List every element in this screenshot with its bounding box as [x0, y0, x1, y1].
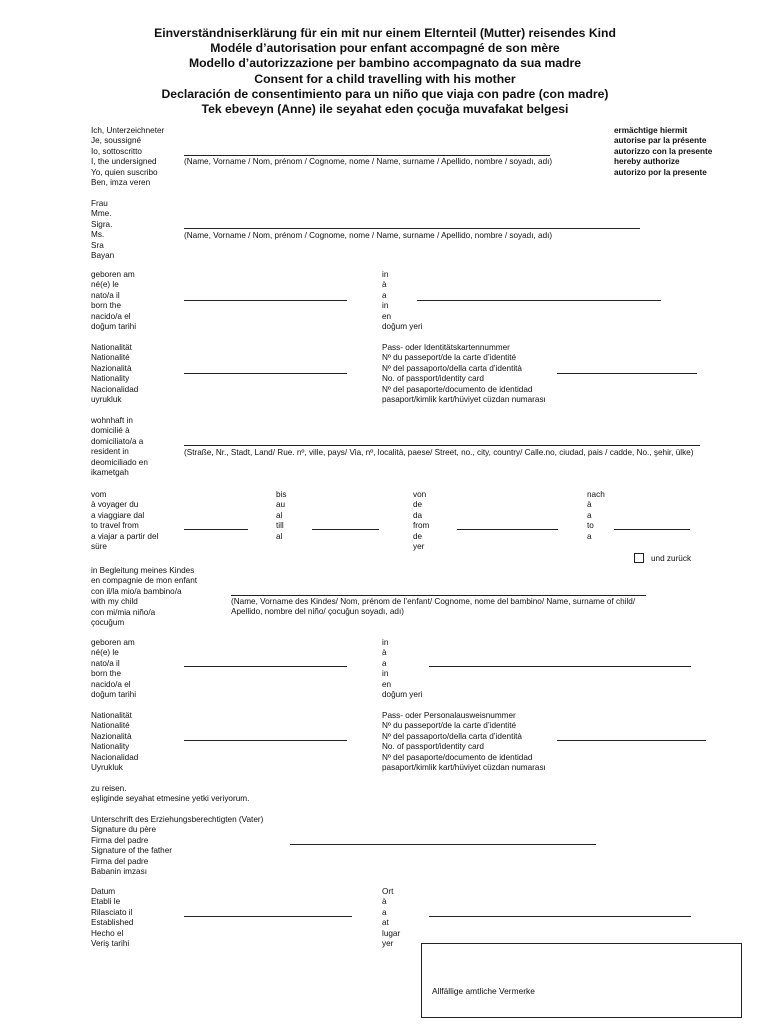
mother-name-field[interactable] [184, 228, 640, 229]
label: at [382, 918, 389, 928]
label: doğum tarihi [91, 321, 137, 331]
label: deomiciliado en [91, 457, 148, 467]
label: pasaport/kimlik kart/hüviyet cüzdan numarası [382, 394, 546, 404]
form-title [0, 26, 770, 117]
label: a [382, 658, 387, 668]
label: Nº del pasaporte/documento de identidad [382, 752, 533, 762]
signature-field[interactable] [290, 844, 596, 845]
travel-to-place-field[interactable] [614, 529, 690, 530]
label: Nationalität [91, 343, 132, 352]
child-hint [231, 597, 635, 618]
label: Firma del padre [91, 835, 149, 845]
label: a viajar a partir del [91, 531, 159, 541]
residence-field[interactable] [184, 445, 700, 446]
label: from [413, 521, 430, 531]
label: nato/a il [91, 658, 120, 668]
label: Nationalité [91, 353, 130, 363]
closing-line: eşliginde seyahat etmesine yetki veriyorum. [91, 794, 250, 804]
label: Nacionalidad [91, 752, 139, 762]
travel-to-date-labels [276, 490, 286, 542]
label: vom [91, 490, 107, 499]
title-en: Consent for a child travelling with his mother [254, 71, 516, 86]
label: en [382, 311, 392, 321]
label: Yo, quien suscribo [91, 167, 158, 177]
official-remarks-box[interactable] [421, 943, 742, 1018]
label: Unterschrift des Erziehungsberechtigten (Vater) [91, 815, 264, 824]
mother-hint: (Name, Vorname / Nom, prénom / Cognome, nome / Name, surname / Apellido, nombre / soyadı, adı) [184, 231, 553, 240]
label: Mme. [91, 209, 112, 219]
label: geboren am [91, 638, 135, 647]
label: autorizo por la presente [614, 167, 707, 177]
label: à [382, 648, 387, 658]
label: à [587, 500, 592, 510]
label: domicilié à [91, 426, 130, 436]
label: al [276, 531, 283, 541]
child-birthplace-field[interactable] [429, 666, 691, 667]
label: à [382, 897, 387, 907]
label: né(e) le [91, 648, 119, 658]
label: a [587, 531, 592, 541]
label: Babanin imzası [91, 866, 147, 876]
label: né(e) le [91, 280, 119, 290]
label: Established [91, 918, 134, 928]
label: uyrukluk [91, 394, 122, 404]
label: doğum tarihi [91, 689, 137, 699]
label: bis [276, 490, 287, 499]
label: till [276, 521, 284, 531]
label: Nazionalità [91, 731, 132, 741]
label: Pass- oder Personalausweisnummer [382, 711, 516, 720]
closing-line: zu reisen. [91, 784, 127, 793]
label: nach [587, 490, 605, 499]
nat2-labels [91, 711, 138, 773]
label: ermächtige hiermit [614, 126, 688, 135]
label: yer [413, 541, 425, 551]
hint-line: (Name, Vorname des Kindes/ Nom, prénom de l’enfant/ Cognome, nome del bambino/ Name, surname of child/ [231, 597, 636, 606]
label: Nº del pasaporte/documento de identidad [382, 384, 533, 394]
label: de [413, 531, 423, 541]
label: in [382, 638, 389, 647]
label: Datum [91, 887, 116, 896]
travel-from-place-labels [413, 490, 429, 552]
travel-from-date-labels [91, 490, 158, 552]
mother-nationality-field[interactable] [184, 373, 347, 374]
label: en [382, 679, 392, 689]
label: with my child [91, 597, 138, 607]
travel-from-date-field[interactable] [184, 529, 248, 530]
child-birthdate-field[interactable] [184, 666, 347, 667]
return-label: und zurück [651, 554, 692, 563]
label: to travel from [91, 521, 139, 531]
mother-birthdate-field[interactable] [184, 300, 347, 301]
label: Signature du père [91, 825, 157, 835]
label: al [276, 510, 283, 520]
travel-from-place-field[interactable] [457, 529, 558, 530]
label: geboren am [91, 270, 135, 279]
label: in Begleitung meines Kindes [91, 566, 195, 575]
label: Nationalität [91, 711, 132, 720]
born2-place-labels [382, 638, 423, 700]
label: Firma del padre [91, 856, 149, 866]
label: Uyrukluk [91, 762, 123, 772]
label: a [382, 290, 387, 300]
label: to [587, 521, 594, 531]
label: Bayan [91, 250, 115, 260]
label: da [413, 510, 423, 520]
label: No. of passport/identity card [382, 742, 484, 752]
label: in [382, 301, 389, 311]
child-passport-field[interactable] [557, 740, 706, 741]
born2-labels [91, 638, 136, 700]
label: Nazionalità [91, 363, 132, 373]
label: Nº du passeport/de la carte d’identité [382, 353, 517, 363]
label: born the [91, 301, 122, 311]
nat1-passport-labels [382, 343, 546, 405]
label: a [382, 907, 387, 917]
closing-text [91, 784, 249, 805]
label: in [382, 270, 389, 279]
label: en compagnie de mon enfant [91, 576, 198, 586]
label: Je, soussigné [91, 136, 142, 146]
nat2-passport-labels [382, 711, 546, 773]
signature-labels [91, 815, 263, 877]
label: Veriş tarihi [91, 938, 130, 948]
born1-labels [91, 270, 136, 332]
label: Sra [91, 240, 104, 250]
label: pasaport/kimlik kart/hüviyet cüzdan numarası [382, 762, 546, 772]
label: Ben, imza veren [91, 177, 151, 187]
title-fr: Modéle d’autorisation pour enfant accompagné de son mère [210, 41, 560, 56]
mother-labels [91, 199, 114, 261]
issued-place-labels [382, 887, 400, 949]
label: lugar [382, 928, 401, 938]
label: con il/la mio/a bambino/a [91, 586, 182, 596]
label: in [382, 669, 389, 679]
hint-line: Apellido, nombre del niño/ çocuğun soyadı, adı) [231, 607, 404, 617]
nat1-labels [91, 343, 138, 405]
label: a viaggiare dal [91, 510, 145, 520]
label: Nacionalidad [91, 384, 139, 394]
label: Nº del passaporto/della carta d’identità [382, 731, 522, 741]
label: Nationalité [91, 721, 130, 731]
title-it: Modello d’autorizzazione per bambino accompagnato da sua madre [188, 56, 582, 71]
undersigned-name-field[interactable] [184, 155, 550, 156]
label: doğum yeri [382, 689, 423, 699]
label: Nationality [91, 374, 130, 384]
label: born the [91, 669, 122, 679]
travel-to-date-field[interactable] [312, 529, 379, 530]
label: Sigra. [91, 219, 113, 229]
label: süre [91, 541, 107, 551]
label: a [587, 510, 592, 520]
label: Io, sottoscritto [91, 146, 142, 156]
issued-date-labels [91, 887, 133, 949]
travel-to-place-labels [587, 490, 605, 542]
title-es: Declaración de consentimiento para un niño que viaja con padre (con madre) [161, 86, 609, 101]
label: autorizzo con la presente [614, 146, 713, 156]
label: Signature of the father [91, 846, 173, 856]
authorize-labels [614, 126, 712, 178]
label: Hecho el [91, 928, 124, 938]
label: domiciliato/a a [91, 436, 144, 446]
label: ikametgah [91, 467, 129, 477]
undersigned-labels [91, 126, 164, 188]
label: von [413, 490, 427, 499]
label: Ich, Unterzeichneter [91, 126, 165, 135]
title-de: Einverständniserklärung für ein mit nur einem Elternteil (Mutter) reisendes Kind [154, 26, 616, 40]
label: wohnhaft in [91, 416, 133, 425]
label: resident in [91, 447, 129, 457]
residence-hint: (Straße, Nr., Stadt, Land/ Rue. nº, ville, pays/ Via, nº, località, paese/ Street, no., city, country/ Calle.no, ciudad, pais / cadde, No., şehir, ülke) [184, 448, 694, 457]
issued-place-field[interactable] [429, 916, 691, 917]
label: nacido/a el [91, 679, 131, 689]
label: Frau [91, 199, 108, 208]
child-labels [91, 566, 197, 628]
residence-labels [91, 416, 148, 478]
label: Ms. [91, 230, 105, 240]
label: Nº du passeport/de la carte d’identité [382, 721, 517, 731]
return-checkbox[interactable] [634, 553, 644, 563]
label: con mi/mia niño/a [91, 607, 156, 617]
label: Nº del passaporto/della carta d’identità [382, 363, 522, 373]
mother-birthplace-field[interactable] [417, 300, 661, 301]
label: yer [382, 938, 394, 948]
child-nationality-field[interactable] [184, 740, 347, 741]
label: Nationality [91, 742, 130, 752]
mother-passport-field[interactable] [557, 373, 697, 374]
label: à voyager du [91, 500, 139, 510]
label: doğum yeri [382, 321, 423, 331]
label: nacido/a el [91, 311, 131, 321]
born1-place-labels [382, 270, 423, 332]
child-name-field[interactable] [231, 595, 646, 596]
label: No. of passport/identity card [382, 374, 484, 384]
label: Ort [382, 887, 394, 896]
label: de [413, 500, 423, 510]
label: au [276, 500, 286, 510]
issued-date-field[interactable] [184, 916, 352, 917]
label: nato/a il [91, 290, 120, 300]
label: I, the undersigned [91, 157, 157, 167]
label: à [382, 280, 387, 290]
label: Rilasciato il [91, 907, 133, 917]
label: çocuğum [91, 617, 125, 627]
official-remarks-label: Allfällige amtliche Vermerke [432, 986, 535, 996]
title-tr: Tek ebeveyn (Anne) ile seyahat eden çocuğa muvafakat belgesi [201, 102, 569, 117]
label: autorise par la présente [614, 136, 707, 146]
label: hereby authorize [614, 157, 680, 167]
label: Pass- oder Identitätskartennummer [382, 343, 510, 352]
label: Etabli le [91, 897, 121, 907]
undersigned-hint: (Name, Vorname / Nom, prénom / Cognome, nome / Name, surname / Apellido, nombre / soyadı, adı) [184, 157, 553, 166]
